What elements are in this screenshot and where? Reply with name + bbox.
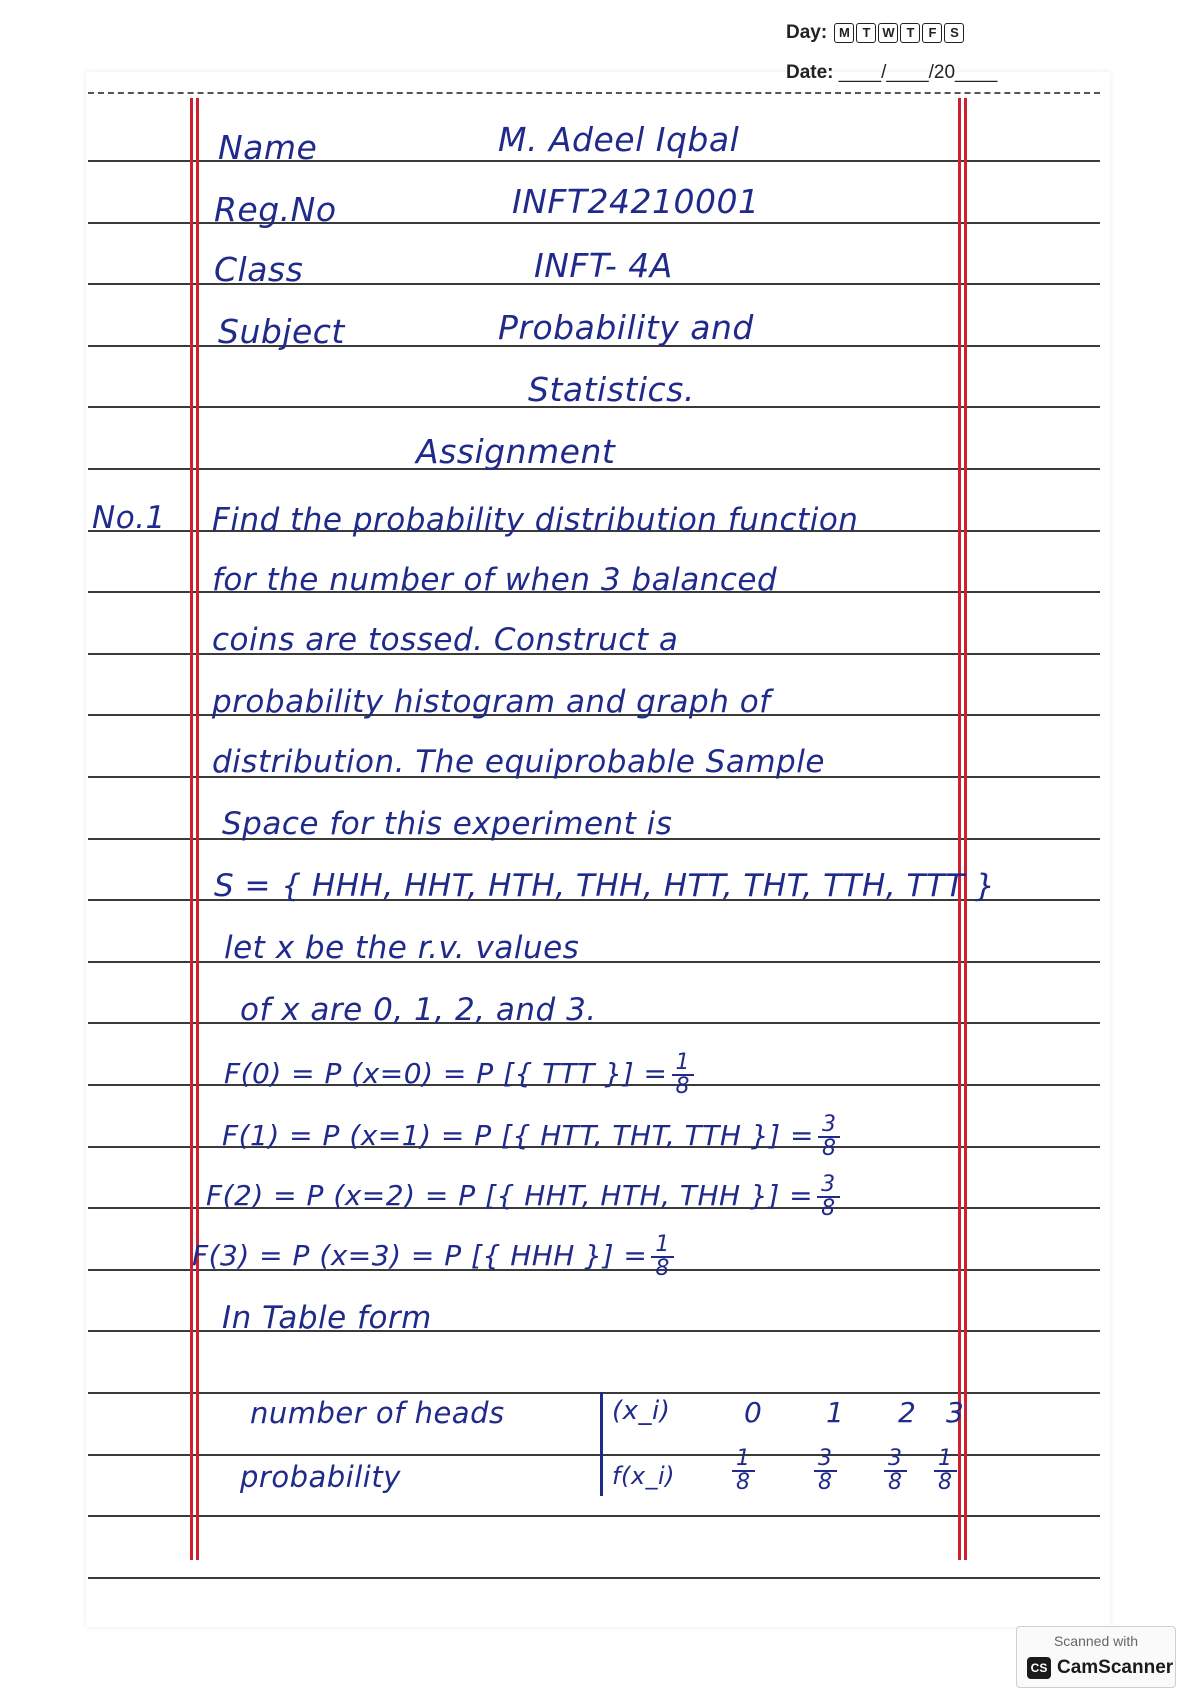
f2-text: F(2) = P (x=2) = P [{ HHT, HTH, THH }] = (206, 1179, 814, 1212)
question-line-8: let x be the r.v. values (224, 930, 580, 966)
f1-equation (222, 1114, 844, 1160)
table-row1-label: number of heads (250, 1396, 505, 1430)
f1-den: 8 (821, 1136, 837, 1161)
p0-num: 1 (732, 1448, 755, 1472)
left-margin-line-2 (196, 98, 199, 1560)
f1-text: F(1) = P (x=1) = P [{ HTT, THT, TTH }] = (222, 1119, 814, 1152)
p3-num: 1 (934, 1448, 957, 1472)
header-dashed-rule (88, 92, 1100, 94)
question-number: No.1 (92, 500, 166, 536)
day-box-thu: T (900, 23, 920, 43)
f2-fraction (817, 1174, 840, 1220)
left-margin-line (190, 98, 193, 1560)
question-line-1: Find the probability distribution function (212, 502, 859, 538)
day-box-wed: W (878, 23, 898, 43)
f0-den: 8 (675, 1074, 691, 1099)
f3-fraction (651, 1234, 674, 1280)
ruled-line (88, 1392, 1100, 1394)
table-p0 (728, 1448, 759, 1494)
f3-den: 8 (655, 1256, 670, 1281)
subject-value-2: Statistics. (528, 370, 695, 409)
watermark-line2: CamScanner (1057, 1657, 1174, 1678)
table-row2-var: f(x_i) (612, 1462, 676, 1490)
day-box-sat: S (944, 23, 964, 43)
table-row2-label: probability (240, 1460, 401, 1494)
table-x3: 3 (946, 1396, 965, 1429)
table-p3 (930, 1448, 961, 1494)
p1-num: 3 (814, 1448, 837, 1472)
question-line-4: probability histogram and graph of (212, 684, 771, 720)
day-box-tue: T (856, 23, 876, 43)
table-p2 (880, 1448, 911, 1494)
f3-equation (192, 1234, 678, 1280)
question-line-2: for the number of when 3 balanced (212, 562, 778, 598)
class-value: INFT- 4A (534, 246, 673, 285)
f0-fraction (672, 1052, 695, 1098)
right-margin-line-2 (964, 98, 967, 1560)
subject-label: Subject (218, 312, 345, 351)
ruled-line (88, 1515, 1100, 1517)
p2-num: 3 (884, 1448, 907, 1472)
table-x2: 2 (898, 1396, 917, 1429)
f0-text: F(0) = P (x=0) = P [{ TTT }] = (224, 1057, 668, 1090)
reg-label: Reg.No (214, 190, 337, 229)
f2-num: 3 (817, 1174, 840, 1198)
class-label: Class (214, 250, 304, 289)
camscanner-logo-icon: CS (1027, 1657, 1051, 1679)
f0-num: 1 (672, 1052, 695, 1076)
table-intro: In Table form (222, 1300, 432, 1336)
table-p1 (810, 1448, 841, 1494)
f2-equation (206, 1174, 844, 1220)
date-blank: ____/____/20____ (838, 62, 998, 83)
f3-text: F(3) = P (x=3) = P [{ HHH }] = (192, 1239, 648, 1272)
f1-num: 3 (818, 1114, 841, 1138)
day-field (786, 22, 964, 44)
reg-value: INFT24210001 (512, 182, 760, 221)
question-line-3: coins are tossed. Construct a (212, 622, 679, 658)
name-value: M. Adeel Iqbal (498, 120, 740, 159)
question-line-9: of x are 0, 1, 2, and 3. (240, 992, 597, 1028)
date-field (786, 62, 997, 84)
p1-den: 8 (818, 1470, 833, 1495)
day-box-mon: M (834, 23, 854, 43)
f0-equation (224, 1052, 698, 1098)
table-x1: 1 (826, 1396, 845, 1429)
camscanner-watermark (1016, 1626, 1176, 1688)
f3-num: 1 (651, 1234, 674, 1258)
f1-fraction (818, 1114, 841, 1160)
table-divider (600, 1392, 603, 1496)
f2-den: 8 (821, 1196, 836, 1221)
question-line-5: distribution. The equiprobable Sample (212, 744, 825, 780)
day-box-fri: F (922, 23, 942, 43)
watermark-line1: Scanned with (1053, 1633, 1139, 1649)
p3-den: 8 (938, 1470, 953, 1495)
assignment-title: Assignment (416, 432, 616, 471)
day-label: Day: (786, 22, 828, 43)
name-label: Name (218, 128, 318, 167)
date-label: Date: (786, 62, 834, 83)
subject-value-1: Probability and (498, 308, 754, 347)
p2-den: 8 (888, 1470, 903, 1495)
ruled-line (88, 1577, 1100, 1579)
question-line-6: Space for this experiment is (222, 806, 673, 842)
p0-den: 8 (736, 1470, 751, 1495)
sample-space: S = { HHH, HHT, HTH, THH, HTT, THT, TTH, TTT } (214, 868, 996, 904)
table-row1-var: (x_i) (612, 1396, 671, 1426)
table-x0: 0 (744, 1396, 763, 1429)
right-margin-line (958, 98, 961, 1560)
